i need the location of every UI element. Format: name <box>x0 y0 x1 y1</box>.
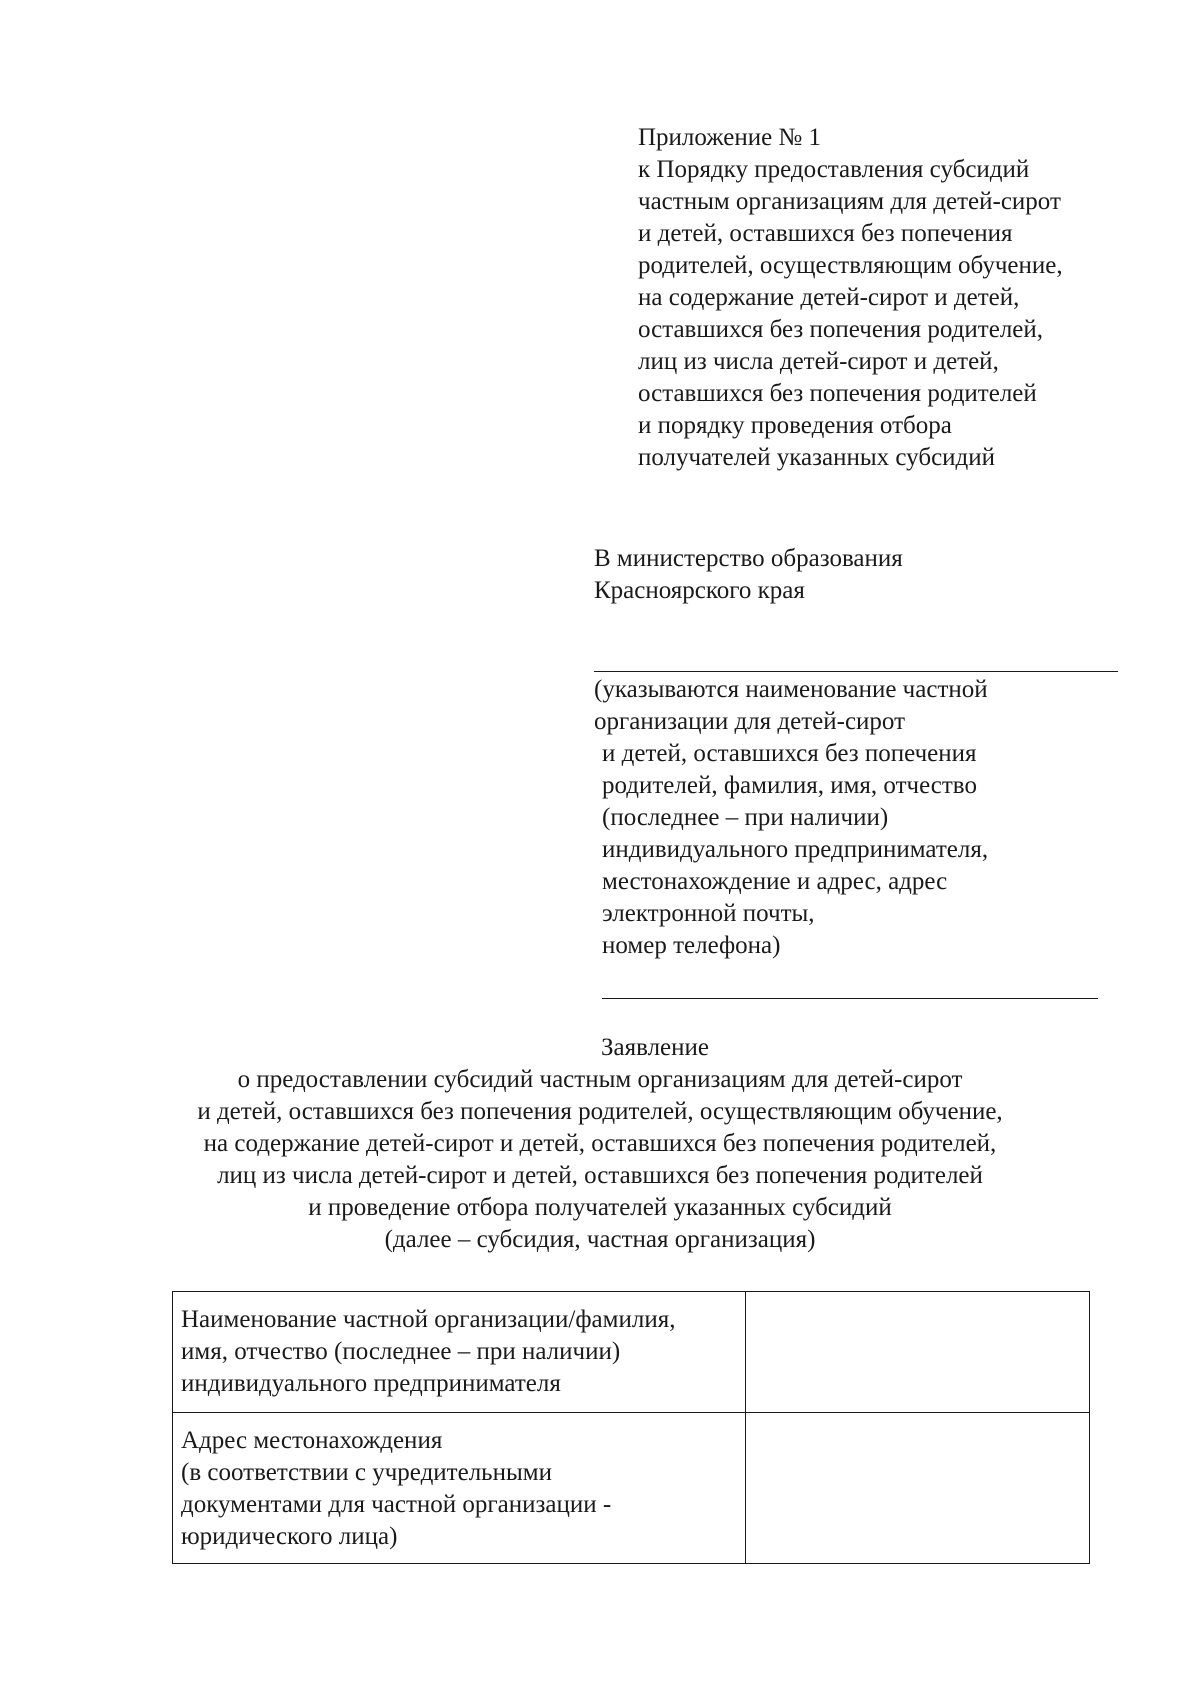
org-note-line: номер телефона) <box>602 932 781 959</box>
appendix-line: лиц из числа детей-сирот и детей, <box>638 348 999 375</box>
appendix-line: и детей, оставшихся без попечения <box>638 220 1013 247</box>
org-note-line: организации для детей-сирот <box>594 708 906 735</box>
table-row <box>173 1413 1090 1564</box>
appendix-line: частным организациям для детей-сирот <box>638 188 1061 215</box>
statement-line: на содержание детей-сирот и детей, оставшихся без попечения родителей, <box>203 1130 997 1157</box>
address-label-cell <box>173 1413 746 1564</box>
statement-line: о предоставлении субсидий частным организациям для детей-сирот <box>237 1066 963 1093</box>
statement-title-block <box>0 1032 1200 1256</box>
org-details-note <box>594 674 988 962</box>
org-details-fill-line <box>602 998 1098 999</box>
table-row <box>173 1292 1090 1413</box>
statement-line: и проведение отбора получателей указанных субсидий <box>308 1194 892 1221</box>
appendix-header <box>638 122 1063 474</box>
org-note-line: и детей, оставшихся без попечения <box>602 740 977 767</box>
org-note-line: местонахождение и адрес, адрес <box>602 868 948 895</box>
org-name-value-cell[interactable] <box>746 1292 1090 1413</box>
org-name-fill-line <box>594 671 1118 672</box>
org-note-line: родителей, фамилия, имя, отчество <box>602 772 977 799</box>
addressee-line: Красноярского края <box>594 577 805 604</box>
label-line: имя, отчество (последнее – при наличии) <box>181 1338 621 1365</box>
appendix-line: к Порядку предоставления субсидий <box>638 156 1030 183</box>
application-form-table <box>172 1291 1090 1564</box>
label-line: юридического лица) <box>181 1523 398 1550</box>
org-note-line: электронной почты, <box>602 900 815 927</box>
org-note-line: (последнее – при наличии) <box>602 804 889 831</box>
label-line: документами для частной организации - <box>181 1491 612 1518</box>
appendix-line: оставшихся без попечения родителей <box>638 380 1037 407</box>
appendix-line: Приложение № 1 <box>638 124 822 151</box>
statement-heading: Заявление <box>600 1034 710 1061</box>
label-line: Адрес местонахождения <box>181 1427 443 1454</box>
label-line: индивидуального предпринимателя <box>181 1370 561 1397</box>
address-value-cell[interactable] <box>746 1413 1090 1564</box>
appendix-line: оставшихся без попечения родителей, <box>638 316 1044 343</box>
addressee-line: В министерство образования <box>594 545 903 572</box>
statement-line: и детей, оставшихся без попечения родителей, осуществляющим обучение, <box>197 1098 1003 1125</box>
org-name-label-cell <box>173 1292 746 1413</box>
label-line: Наименование частной организации/фамилия, <box>181 1306 676 1333</box>
appendix-line: и порядку проведения отбора <box>638 412 952 439</box>
statement-line: лиц из числа детей-сирот и детей, оставшихся без попечения родителей <box>217 1162 983 1189</box>
org-note-line: индивидуального предпринимателя, <box>602 836 989 863</box>
appendix-line: родителей, осуществляющим обучение, <box>638 252 1063 279</box>
org-note-line: (указываются наименование частной <box>594 676 988 703</box>
appendix-line: получателей указанных субсидий <box>638 444 996 471</box>
addressee-block <box>594 543 903 607</box>
appendix-line: на содержание детей-сирот и детей, <box>638 284 1020 311</box>
label-line: (в соответствии с учредительными <box>181 1459 552 1486</box>
statement-line: (далее – субсидия, частная организация) <box>384 1226 816 1253</box>
